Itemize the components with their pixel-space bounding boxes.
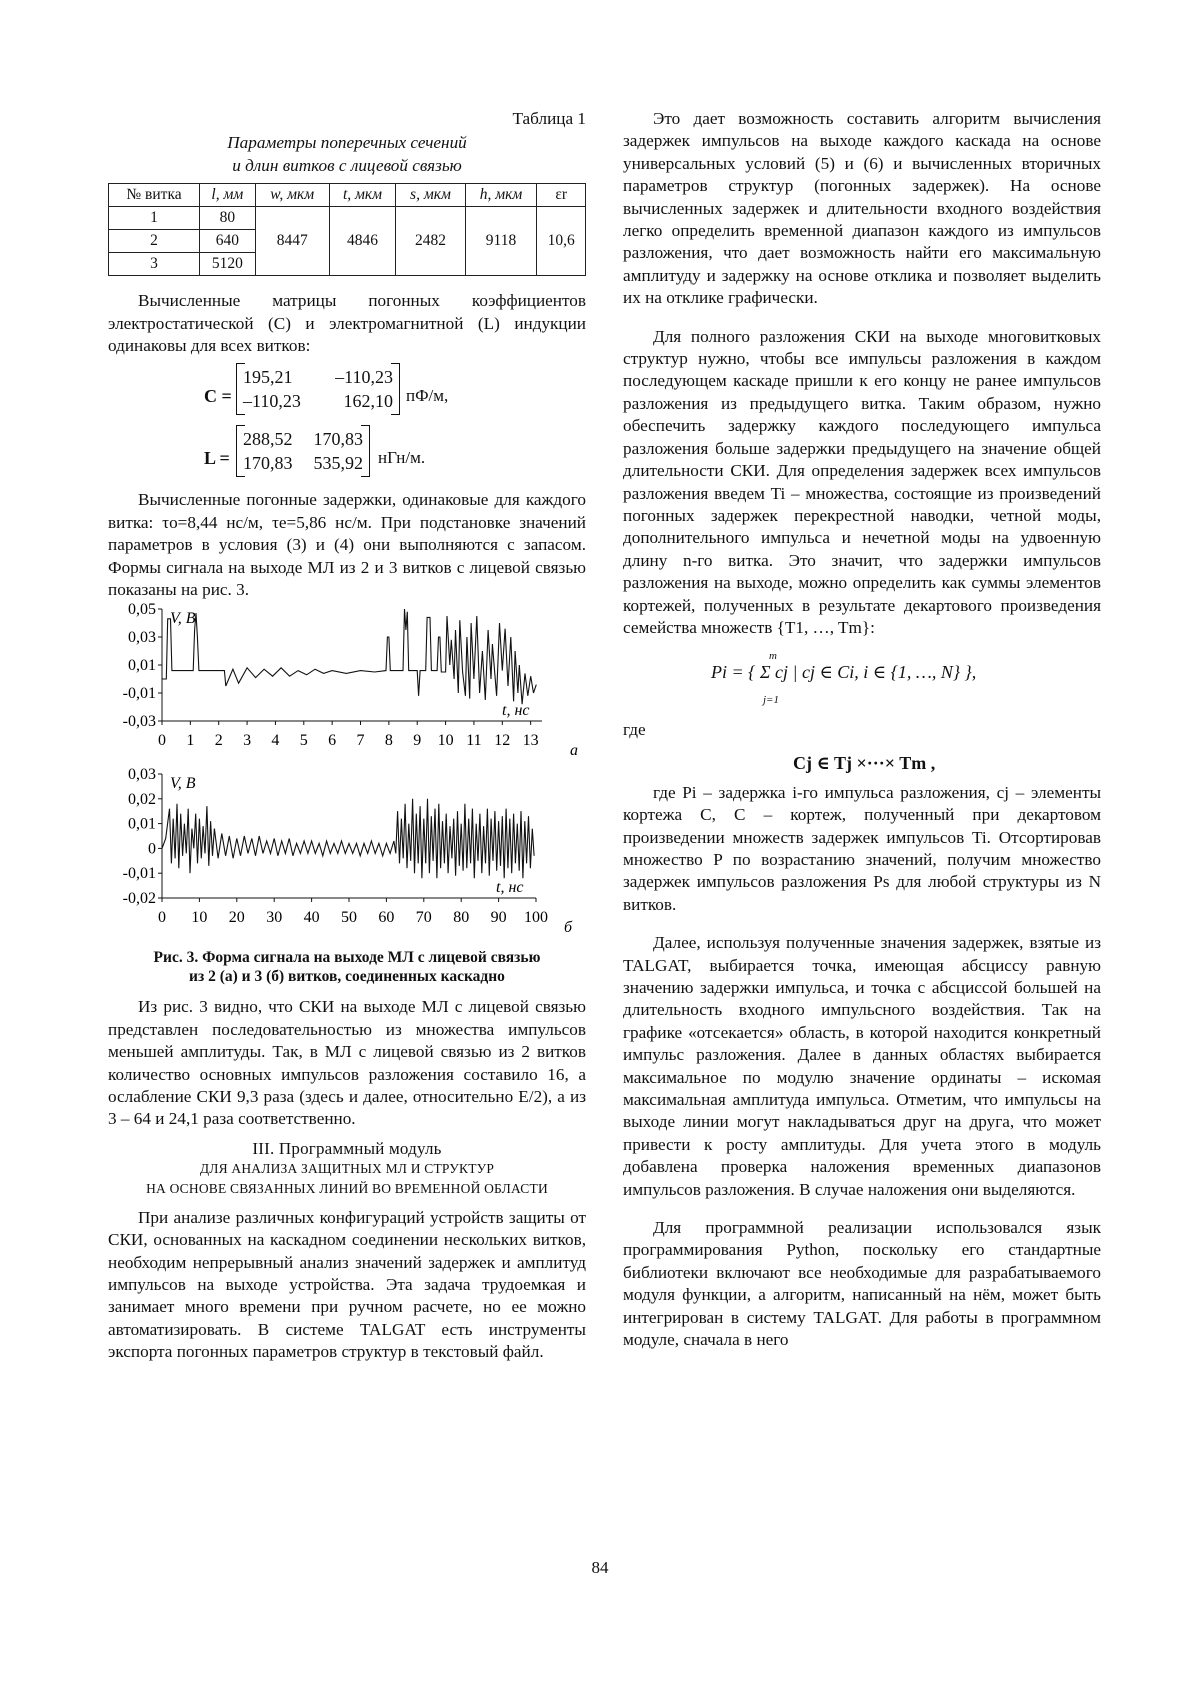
figure-caption [108,948,586,986]
y-tick-label: 0 [148,840,156,858]
table-cell: 2 [109,230,200,253]
matrix-c-unit: пФ/м, [406,386,449,406]
matrix-cell: 170,83 [243,453,293,474]
y-axis-label: V, В [170,774,196,792]
page-number: 84 [591,1558,609,1577]
paragraph: Это дает возможность составить алгоритм вычисления задержек импульсов на выходе каждого каскада на основе универсальных условий (5) и (6) и вычисленных вторичных параметров структур (погонных задержек). На основе вычисленных задержек и длительности входного воздействия легко определить временной диапазон каждого из импульсов разложения, что дает возможность найти его максимальную амплитуду и задержку на основе отклика и позволяет выделить их на отклике графически. [623,109,1101,308]
x-tick-label: 12 [494,732,511,750]
y-tick-label: 0,01 [128,657,156,675]
table-title-line2: и длин витков с лицевой связью [232,155,462,175]
x-tick-label: 7 [356,732,365,750]
table-cell: 4846 [329,207,396,276]
paragraph: Для программной реализации использовался язык программирования Python, поскольку его стандартные библиотеки включают все необходимые для разрабатываемого модуля функции, а алгоритм, написанный на нём, может быть интегрирован в систему TALGAT. Для работы в программном модуле, сначала в него [623,1218,1101,1350]
section-heading-line3: НА ОСНОВЕ СВЯЗАННЫХ ЛИНИЙ ВО ВРЕМЕННОЙ ОБЛАСТИ [146,1180,548,1196]
x-tick-label: 6 [328,732,337,750]
x-tick-label: 0 [158,732,166,750]
panel-label: а [570,742,578,760]
table-cell: 1 [109,207,200,230]
sum-lower-limit: j=1 [763,694,779,707]
y-tick-label: 0,05 [128,601,156,619]
y-tick-label: 0,02 [128,790,156,808]
matrix-cell: 195,21 [243,367,293,388]
paragraph: Для полного разложения СКИ на выходе многовитковых структур нужно, чтобы все импульсы разложения в каждом последующем каскаде пришли к его концу не ранее импульсов разложения из предыдущего витка. Таким образом, нужно обеспечить задержку каждого последующего импульса разложения больше задержки предыдущего на значение общей длительности СКИ. Для определения задержек всех импульсов разложения введем Ti – множества, состоящие из произведений погонных задержек перекрестной наводки, четной моды, дополнительного импульса и нечетной моды на удвоенную длину n-го витка. Это значит, что задержки импульсов разложения на выходе, можно определить как суммы элементов кортежей, полученных в результате декартового произведения семейства множеств {T1, …, Tm}: [623,326,1101,637]
equation-p-text: Pi = { Σ cj | cj ∈ Ci, i ∈ {1, …, N} }, [711,662,977,683]
y-tick-label: 0,03 [128,629,156,647]
matrix-cell: 162,10 [343,391,393,412]
table-cell: 9118 [465,207,537,276]
right-column [623,108,1101,1352]
x-tick-label: 8 [384,732,393,750]
chart-a [108,601,586,761]
matrix-l-label: L = [204,448,230,469]
paragraph: При анализе различных конфигураций устройств защиты от СКИ, основанных на каскадном соединении нескольких витков, необходим непрерывный анализ значений задержек и амплитуд импульсов на выходе устройства. Эта задача трудоемкая и занимает много времени при ручном расчете, но ее можно автоматизировать. В системе TALGAT есть инструменты экспорта погонных параметров структур в текстовый файл. [108,1207,586,1362]
x-tick-label: 13 [522,732,539,750]
y-tick-label: 0,01 [128,815,156,833]
paragraph: Вычисленные матрицы погонных коэффициентов электростатической (C) и электромагнитной (L) индукции одинаковы для всех витков: [108,291,586,356]
left-column [108,108,586,1364]
x-axis-label: t, нс [496,878,524,896]
table-cell: 3 [109,253,200,276]
x-tick-label: 10 [191,908,208,926]
table-caption: Таблица 1 [512,109,586,128]
y-tick-label: -0,01 [122,685,156,703]
panel-label: б [564,918,573,936]
sum-upper-limit: m [769,650,777,663]
x-tick-label: 90 [490,908,507,926]
x-tick-label: 0 [158,908,166,926]
table-cell: 640 [200,230,256,253]
x-tick-label: 3 [243,732,252,750]
x-tick-label: 5 [299,732,308,750]
x-tick-label: 60 [378,908,395,926]
x-tick-label: 20 [228,908,245,926]
header-cell: t, мкм [329,184,396,207]
x-tick-label: 1 [186,732,195,750]
series-line [162,799,534,878]
section-heading-line1: III. Программный модуль [252,1138,442,1158]
y-tick-label: -0,01 [122,865,156,883]
y-axis-label: V, В [170,610,196,628]
x-tick-label: 2 [214,732,223,750]
matrix-cell: 288,52 [243,429,293,450]
header-cell: l, мм [200,184,256,207]
table-cell: 80 [200,207,256,230]
header-cell: εr [537,184,586,207]
x-tick-label: 30 [266,908,283,926]
table-header-row [109,184,586,207]
table-title-line1: Параметры поперечных сечений [227,133,467,153]
x-tick-label: 11 [466,732,482,750]
matrix-cell: –110,23 [243,391,301,412]
equation-p [623,639,1101,719]
section-heading [108,1139,586,1199]
matrix-formulas [108,363,586,483]
table-cell: 10,6 [537,207,586,276]
paragraph: Вычисленные погонные задержки, одинаковые для каждого витка: τо=8,44 нс/м, τе=5,86 нс/м. При подстановке значений параметров в условия (3) и (4) они выполняются с запасом. Формы сигнала на выходе МЛ из 2 и 3 витков с лицевой связью показаны на рис. 3. [108,490,586,600]
paragraph: где [623,720,646,740]
table-cell: 5120 [200,253,256,276]
x-axis-label: t, нс [502,702,530,720]
equation-c [623,742,1101,782]
paragraph: Далее, используя полученные значения задержек, взятые из TALGAT, выбирается точка, имеющая абсциссу равную значению задержки импульса, и точка с абсциссой большей на длительность входного импульсного воздействия. Так на графике «отсекается» область, в которой находится конкретный импульс разложения. Далее в данных областях выбирается максимальное по модулю значение ординаты – искомая максимальная амплитуда импульса. Отметим, что импульсы на выходе линии могут накладываться друг на друга, что может привести к росту амплитуды. Для учета этого в модуль добавлена проверка наложения временных диапазонов импульсов разложения. В случае наложения они выделяются. [623,933,1101,1199]
x-tick-label: 4 [271,732,280,750]
header-cell: № витка [109,184,200,207]
parameters-table [108,183,586,276]
y-tick-label: 0,03 [128,767,156,783]
paragraph: Из рис. 3 видно, что СКИ на выходе МЛ с лицевой связью представлен последовательностью из множества импульсов меньшей амплитуды. Так, в МЛ с лицевой связью из 2 витков количество основных импульсов разложения составило 16, а ослабление СКИ 9,3 раза (здесь и далее, относительно E/2), а из 3 – 64 и 24,1 раза соответственно. [108,997,586,1129]
chart-b [108,768,586,940]
matrix-c-label: C = [204,386,232,407]
figure-3 [108,601,586,946]
table-cell: 8447 [255,207,329,276]
x-tick-label: 40 [303,908,320,926]
x-tick-label: 10 [437,732,454,750]
header-cell: s, мкм [396,184,465,207]
matrix-cell: 535,92 [313,453,363,474]
figure-caption-line2: из 2 (а) и 3 (б) витков, соединенных каскадно [189,968,505,986]
header-cell: w, мкм [255,184,329,207]
x-tick-label: 50 [341,908,357,926]
x-tick-label: 80 [453,908,470,926]
x-tick-label: 70 [415,908,432,926]
paragraph: где Pi – задержка i-го импульса разложения, cj – элементы кортежа C, C – кортеж, полученный при декартовом произведении множеств задержек импульсов Ti. Отсортировав множество P по возрастанию значений, получим множество задержек импульсов разложения Ps для любой структуры из N витков. [623,782,1101,914]
series-line [162,609,536,704]
y-tick-label: -0,03 [122,713,156,731]
table-title [108,132,586,177]
header-cell: h, мкм [465,184,537,207]
y-tick-label: -0,02 [122,889,156,907]
section-heading-line2: ДЛЯ АНАЛИЗА ЗАЩИТНЫХ МЛ И СТРУКТУР [199,1160,495,1176]
matrix-c [236,363,400,415]
matrix-cell: 170,83 [313,429,363,450]
matrix-l [236,425,370,477]
table-row [109,207,586,230]
matrix-cell: –110,23 [335,367,393,388]
x-tick-label: 100 [524,908,548,926]
figure-caption-line1: Рис. 3. Форма сигнала на выходе МЛ с лицевой связью [153,949,541,967]
x-tick-label: 9 [413,732,422,750]
matrix-l-unit: нГн/м. [378,448,426,468]
table-cell: 2482 [396,207,465,276]
equation-c-text: Cj ∈ Tj ×···× Tm , [793,752,936,773]
